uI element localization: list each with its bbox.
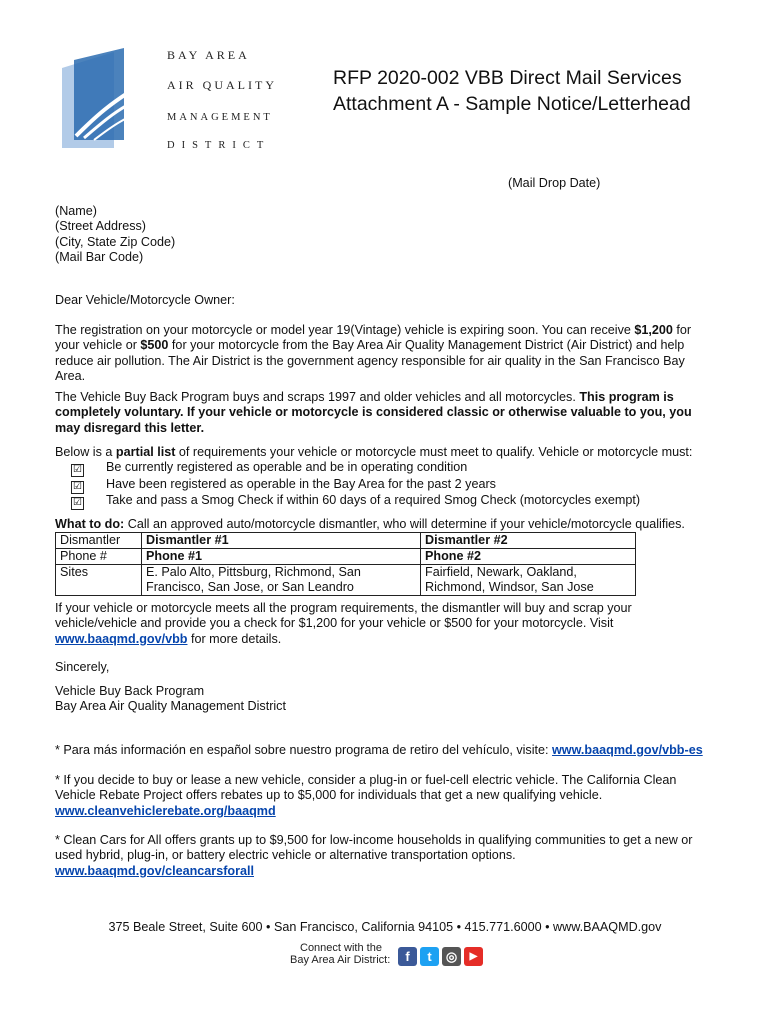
address-barcode: (Mail Bar Code) — [55, 250, 144, 265]
mail-drop-date: (Mail Drop Date) — [508, 176, 601, 190]
list-item: ☑ Take and pass a Smog Check if within 60 days of a required Smog Check (motorcycles exempt) — [55, 493, 640, 510]
youtube-icon[interactable]: ▶ — [464, 947, 483, 966]
list-item: ☑ Have been registered as operable in the Bay Area for the past 2 years — [55, 477, 640, 494]
clean-cars-note: * Clean Cars for All offers grants up to $9,500 for low-income households in qualifying communities to get a new or used hybrid, plug-in, or battery electric vehicle or alternative transportation options. www.baaqmd.gov/cleancarsforall — [55, 833, 693, 878]
row-label: Dismantler — [56, 533, 142, 549]
logo-line-1: BAY AREA — [167, 48, 250, 62]
twitter-icon[interactable]: t — [420, 947, 439, 966]
logo-line-2: AIR QUALITY — [167, 78, 277, 92]
paragraph-4: If your vehicle or motorcycle meets all the program requirements, the dismantler will buy and scrap your vehicle/vehicle and provide you a check for $1,200 for your vehicle or $500 for your motorcycle. Visit www.baaqmd.gov/vbb for more details. — [55, 601, 632, 646]
checkbox-checked-icon: ☑ — [71, 464, 84, 477]
closing: Sincerely, — [55, 660, 110, 674]
spanish-note: * Para más información en español sobre nuestro programa de retiro del vehículo, visite: www.baaqmd.gov/vbb-es — [55, 743, 703, 757]
table-row: Sites E. Palo Alto, Pittsburg, Richmond, San Francisco, San Jose, or San Leandro Fairfield, Newark, Oakland, Richmond, Windsor, San Jose — [56, 565, 636, 596]
vbb-link[interactable]: www.baaqmd.gov/vbb — [55, 631, 188, 646]
paragraph-1: The registration on your motorcycle or model year 19(Vintage) vehicle is expiring soon. You can receive $1,200 for your vehicle or $500 for your motorcycle from the Bay Area Air Quality Management District (Air District) and help reduce air pollution. The Air District is the government agency responsible for air quality in the San Francisco Bay Area. — [55, 323, 692, 384]
connect-text: Connect with the Bay Area Air District: — [290, 942, 391, 966]
recipient-address — [55, 204, 175, 266]
clean-vehicle-rebate-link[interactable]: www.cleanvehiclerebate.org/baaqmd — [55, 803, 276, 818]
address-street: (Street Address) — [55, 219, 146, 234]
title-line-2: Attachment A - Sample Notice/Letterhead — [333, 93, 691, 115]
footer-address: 375 Beale Street, Suite 600 • San Francisco, California 94105 • 415.771.6000 • www.BAAQMD.gov — [108, 920, 662, 934]
facebook-icon[interactable]: f — [398, 947, 417, 966]
clean-vehicle-note: * If you decide to buy or lease a new vehicle, consider a plug-in or fuel-cell electric vehicle. The California Clean Vehicle Rebate Project offers rebates up to $5,000 for individuals that get a new qualifying vehicle. www.cleanvehiclerebate.org/baaqmd — [55, 773, 677, 818]
table-row: Phone # Phone #1 Phone #2 — [56, 549, 636, 565]
clean-cars-for-all-link[interactable]: www.baaqmd.gov/cleancarsforall — [55, 863, 254, 878]
signature: Vehicle Buy Back Program Bay Area Air Quality Management District — [55, 684, 286, 714]
title-line-1: RFP 2020-002 VBB Direct Mail Services — [333, 67, 682, 89]
paragraph-3: Below is a partial list of requirements your vehicle or motorcycle must meet to qualify. Vehicle or motorcycle must: — [55, 445, 693, 459]
district-logo — [54, 48, 277, 158]
instagram-icon[interactable]: ◎ — [442, 947, 461, 966]
list-item: ☑ Be currently registered as operable and be in operating condition — [55, 460, 640, 477]
table-row: Dismantler Dismantler #1 Dismantler #2 — [56, 533, 636, 549]
row-label: Phone # — [56, 549, 142, 565]
page-title — [333, 65, 691, 117]
what-to-do: What to do: Call an approved auto/motorcycle dismantler, who will determine if your vehicle/motorcycle qualifies. — [55, 517, 685, 531]
dismantler-table — [55, 532, 636, 596]
logo-mark-icon — [54, 48, 164, 158]
vbb-es-link[interactable]: www.baaqmd.gov/vbb-es — [552, 743, 703, 757]
address-name: (Name) — [55, 204, 97, 218]
logo-line-3: MANAGEMENT — [167, 112, 273, 123]
salutation: Dear Vehicle/Motorcycle Owner: — [55, 293, 235, 307]
logo-line-4: DISTRICT — [167, 140, 271, 151]
row-label: Sites — [56, 565, 142, 596]
address-city: (City, State Zip Code) — [55, 234, 176, 249]
checkbox-checked-icon: ☑ — [71, 497, 84, 510]
paragraph-2: The Vehicle Buy Back Program buys and scraps 1997 and older vehicles and all motorcycles. This program is completely voluntary. If your vehicle or motorcycle is considered classic or otherwise valuable to you, you may disregard this letter. — [55, 390, 692, 435]
requirements-list — [55, 460, 640, 510]
checkbox-checked-icon: ☑ — [71, 481, 84, 494]
